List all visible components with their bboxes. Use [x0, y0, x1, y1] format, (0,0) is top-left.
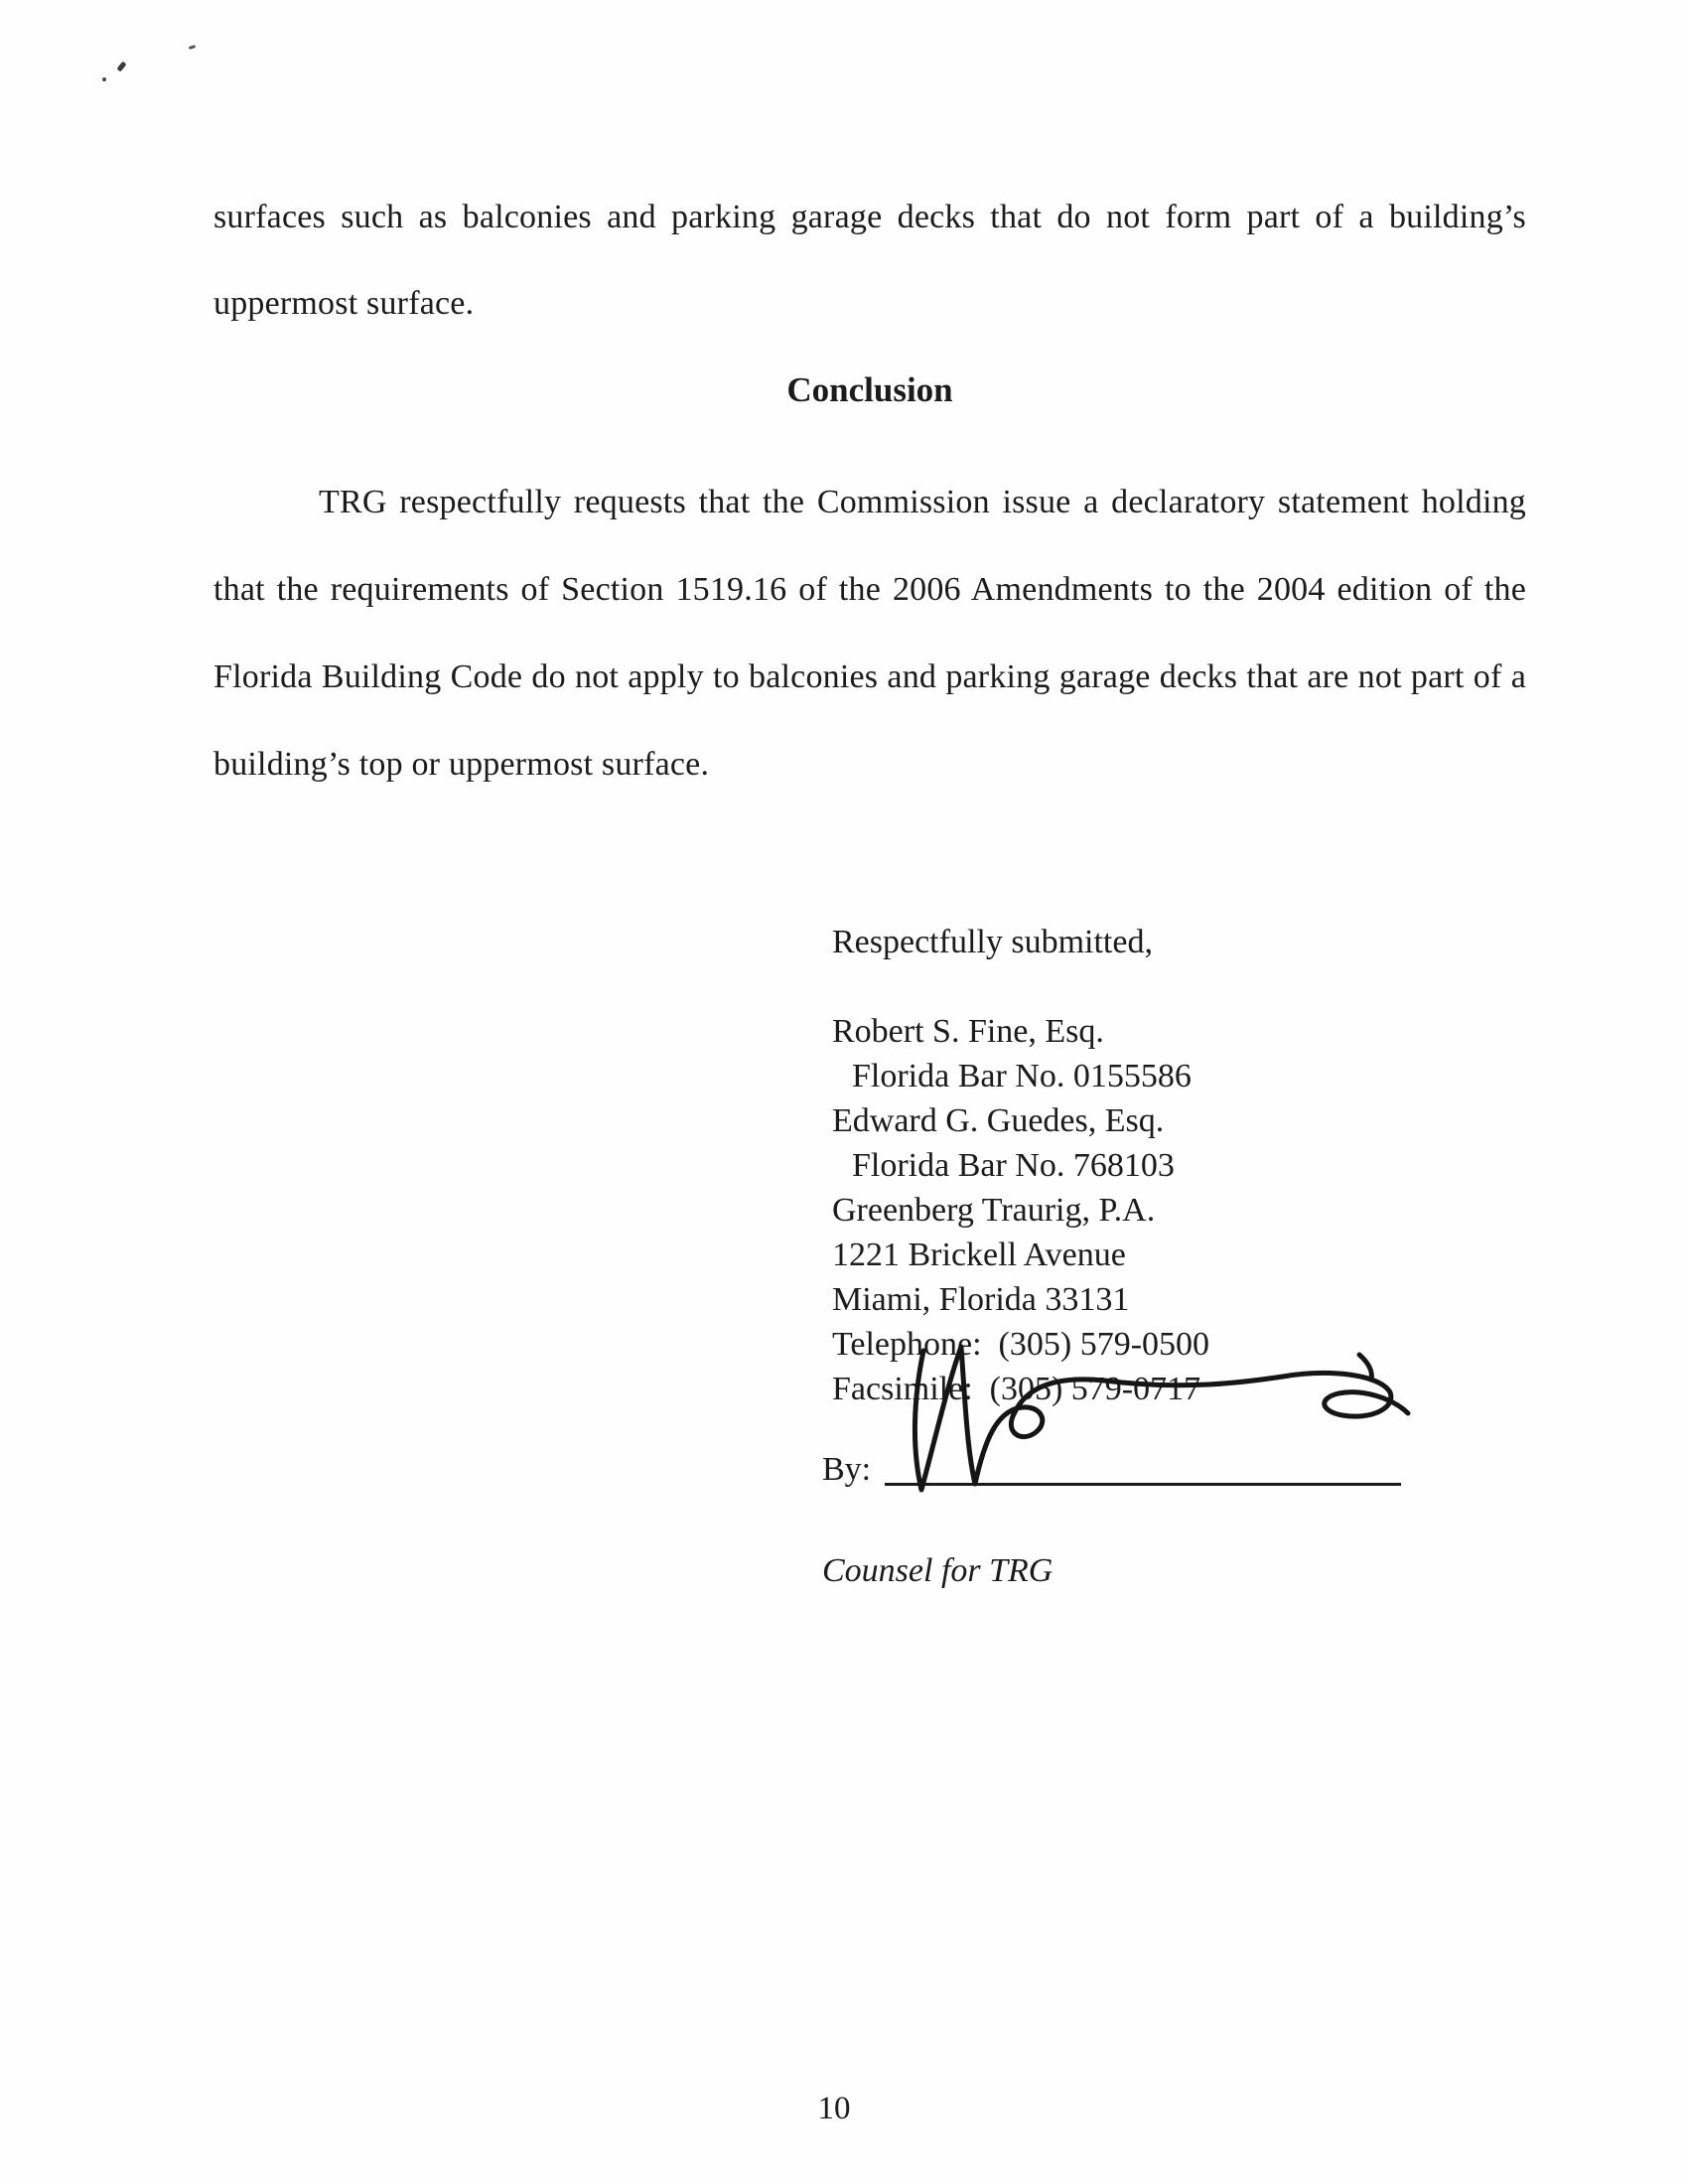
counsel-for-trg: Counsel for TRG: [822, 1552, 1054, 1589]
scan-artifact: [189, 45, 197, 50]
attorney-name: Edward G. Guedes, Esq.: [832, 1102, 1165, 1139]
conclusion-paragraph: TRG respectfully requests that the Commission issue a declaratory statement holding that the requirements of Section 1519.16 of the 2006 Amendments to the 2004 edition of the Florida Building Code do not apply to balconies and parking garage decks that are not part of a building’s top or uppermost surface.: [213, 484, 1526, 783]
page-number: 10: [817, 2091, 851, 2126]
section-heading-conclusion: Conclusion: [786, 370, 953, 409]
paragraph-continuation: surfaces such as balconies and parking garage decks that do not form part of a building’s uppermost surface.: [213, 199, 1526, 322]
signature-line: [885, 1456, 1401, 1486]
bar-number: Florida Bar No. 0155586: [852, 1058, 1192, 1094]
salutation: Respectfully submitted,: [832, 924, 1153, 960]
street-address: 1221 Brickell Avenue: [832, 1237, 1126, 1273]
by-line: [822, 1446, 1401, 1494]
scan-artifact: [102, 77, 106, 81]
by-label: By:: [822, 1451, 872, 1488]
facsimile-number: Facsimile: (305) 579-0717: [832, 1371, 1201, 1407]
telephone-number: Telephone: (305) 579-0500: [832, 1326, 1210, 1363]
scan-artifact: [116, 62, 126, 73]
signature-block: [832, 1009, 1209, 1411]
city-state-zip: Miami, Florida 33131: [832, 1281, 1130, 1318]
firm-name: Greenberg Traurig, P.A.: [832, 1192, 1156, 1229]
attorney-name: Robert S. Fine, Esq.: [832, 1013, 1104, 1050]
bar-number: Florida Bar No. 768103: [852, 1147, 1175, 1184]
